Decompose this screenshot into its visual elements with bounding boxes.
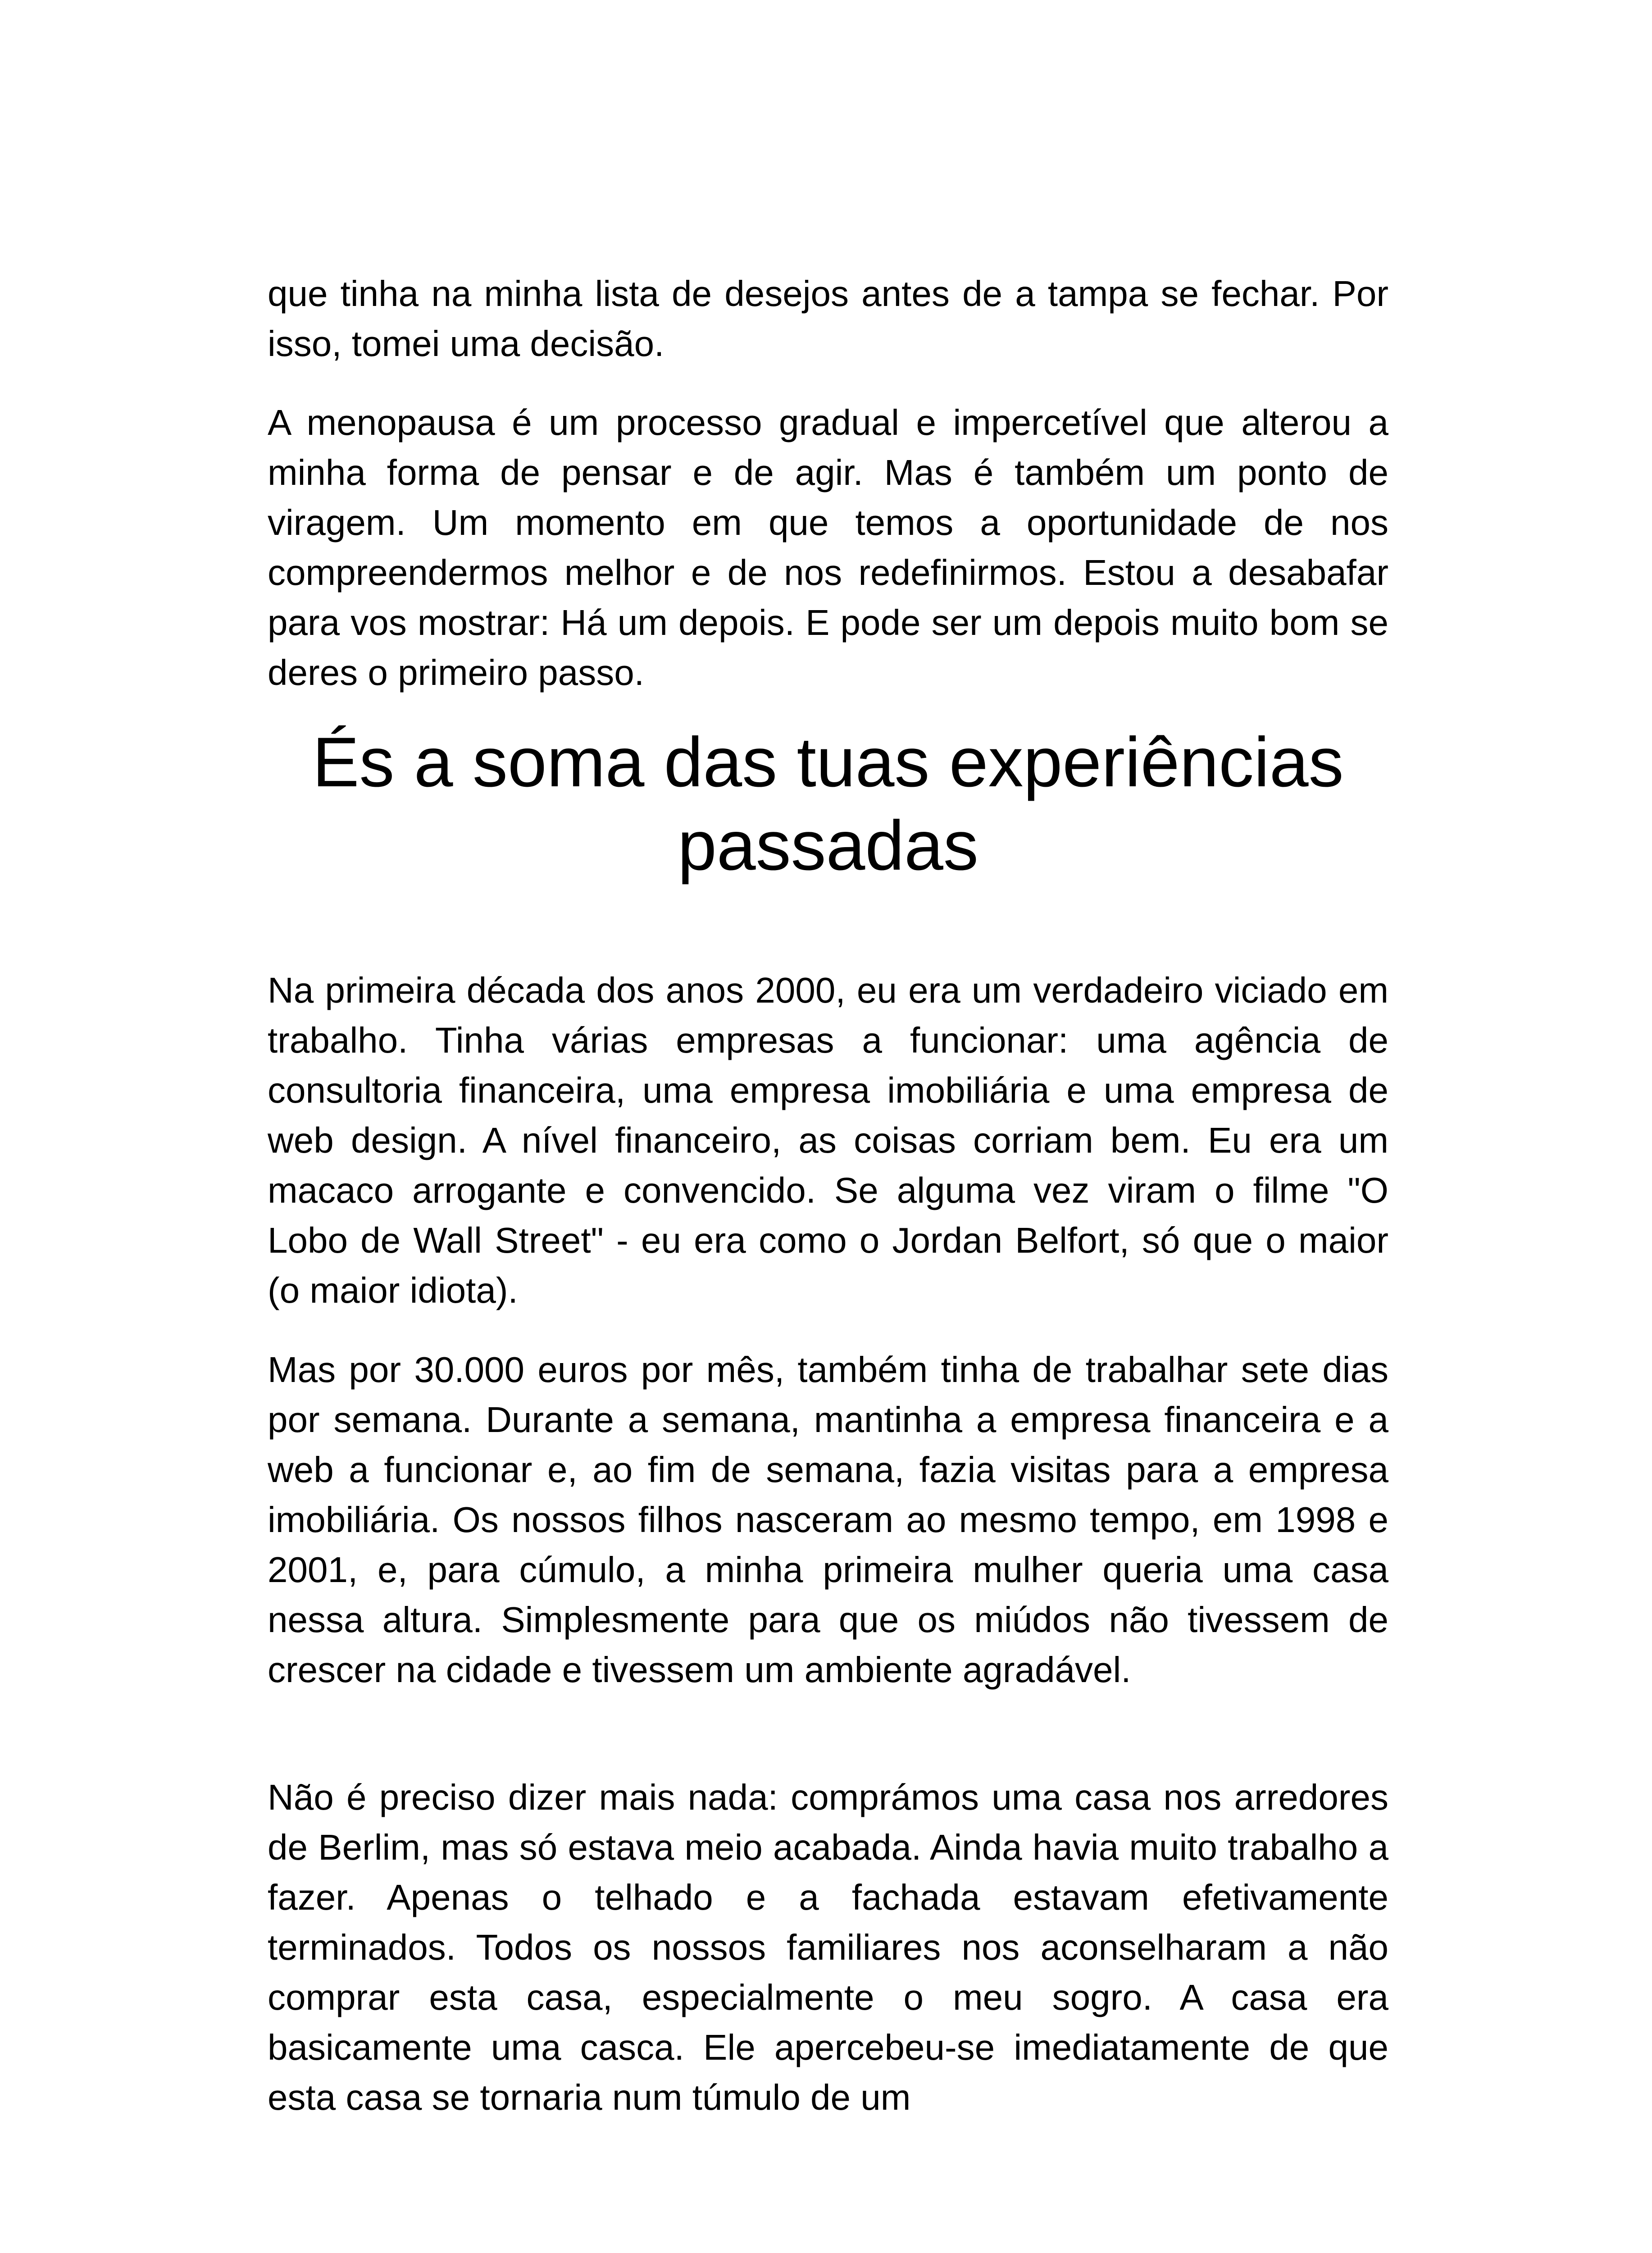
paragraph-continuation: que tinha na minha lista de desejos antes de a tampa se fechar. Por isso, tomei uma decisão. (268, 274, 1388, 364)
paragraph-house: Não é preciso dizer mais nada: comprámos uma casa nos arredores de Berlim, mas só estava meio acabada. Ainda havia muito trabalho a fazer. Apenas o telhado e a fachada estavam efetivamente terminados. Todos os nossos familiares nos aconselharam a não comprar esta casa, especialmente o meu sogro. A casa era basicamente uma casca. Ele apercebeu-se imediatamente de que esta casa se tornaria num túmulo de um (268, 1777, 1388, 2117)
section-heading: És a soma das tuas experiências passadas (312, 723, 1344, 885)
paragraph-workaholic: Na primeira década dos anos 2000, eu era um verdadeiro viciado em trabalho. Tinha várias empresas a funcionar: uma agência de consultoria financeira, uma empresa imobiliária e uma empresa de web design. A nível financeiro, as coisas corriam bem. Eu era um macaco arrogante e convencido. Se alguma vez viram o filme "O Lobo de Wall Street" - eu era como o Jordan Belfort, só que o maior (o maior idiota). (268, 970, 1388, 1310)
paragraph-income: Mas por 30.000 euros por mês, também tinha de trabalhar sete dias por semana. Durante a semana, mantinha a empresa financeira e a web a funcionar e, ao fim de semana, fazia visitas para a empresa imobiliária. Os nossos filhos nasceram ao mesmo tempo, em 1998 e 2001, e, para cúmulo, a minha primeira mulher queria uma casa nessa altura. Simplesmente para que os miúdos não tivessem de crescer na cidade e tivessem um ambiente agradável. (268, 1350, 1388, 1690)
paragraph-menopause: A menopausa é um processo gradual e impercetível que alterou a minha forma de pensar e de agir. Mas é também um ponto de viragem. Um momento em que temos a oportunidade de nos compreendermos melhor e de nos redefinirmos. Estou a desabafar para vos mostrar: Há um depois. E pode ser um depois muito bom se deres o primeiro passo. (268, 402, 1388, 693)
